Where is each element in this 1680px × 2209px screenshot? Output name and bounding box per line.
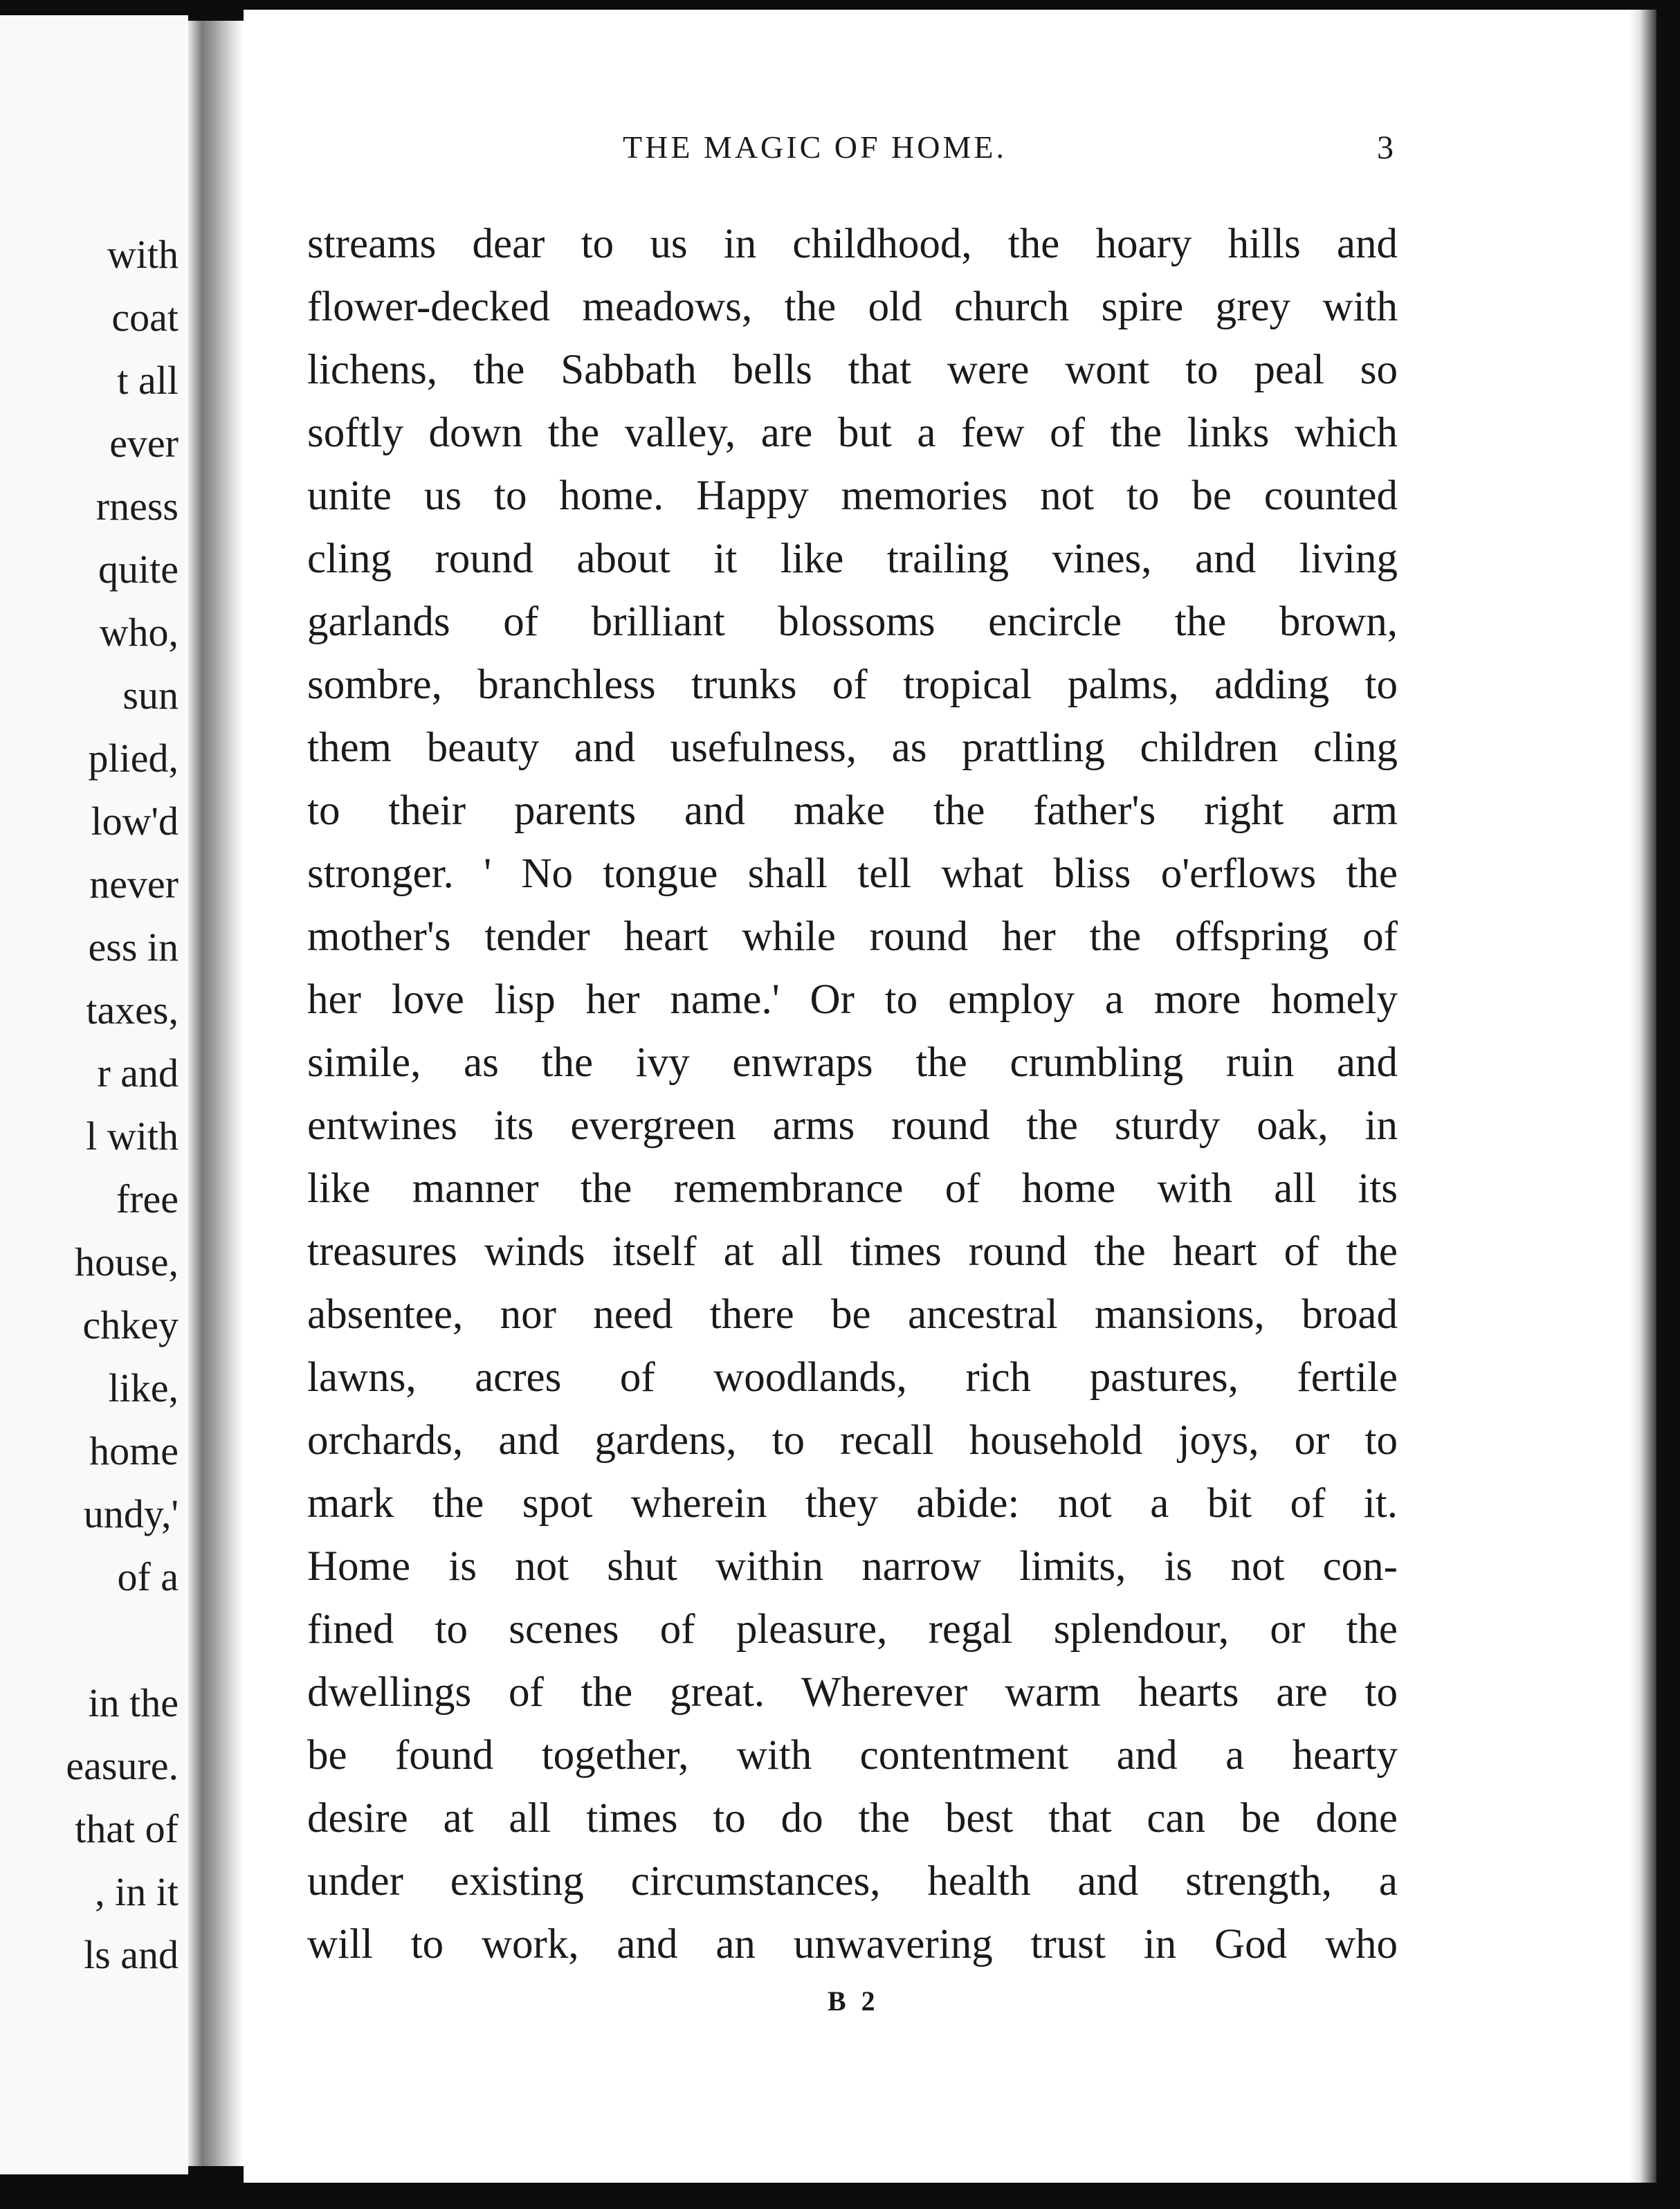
text-line: simile, as the ivy enwraps the crumbling ruin and <box>307 1039 1398 1086</box>
left-text-fragment: , in it <box>95 1869 179 1914</box>
page-number: 3 <box>1377 129 1394 166</box>
text-line: them beauty and usefulness, as prattling children cling <box>307 725 1398 771</box>
left-text-fragment: sun <box>122 673 179 718</box>
text-line: sombre, branchless trunks of tropical palms, adding to <box>307 662 1398 708</box>
left-text-fragment: never <box>89 862 179 907</box>
left-text-fragment: plied, <box>88 736 179 781</box>
book-gutter <box>188 21 244 2166</box>
left-text-fragment: ls and <box>84 1932 179 1977</box>
page-edge <box>1629 10 1656 2183</box>
text-line: treasures winds itself at all times round the heart of the <box>307 1228 1398 1275</box>
text-line: will to work, and an unwavering trust in God who <box>307 1921 1398 1967</box>
text-line: streams dear to us in childhood, the hoary hills and <box>307 221 1398 267</box>
text-line: mark the spot wherein they abide: not a bit of it. <box>307 1480 1398 1527</box>
left-text-fragment: taxes, <box>86 988 179 1033</box>
left-text-fragment: of a <box>117 1554 179 1599</box>
left-text-fragment: rness <box>95 484 179 529</box>
left-text-fragment: in the <box>88 1680 179 1725</box>
left-text-fragment: ever <box>109 421 179 466</box>
left-text-fragment: with <box>107 232 179 277</box>
left-text-fragment: free <box>116 1176 179 1221</box>
left-text-fragment: low'd <box>91 799 179 844</box>
signature-mark: B 2 <box>828 1985 879 2017</box>
text-line: desire at all times to do the best that can be done <box>307 1795 1398 1842</box>
left-text-fragment: that of <box>75 1806 179 1851</box>
left-text-fragment: house, <box>75 1239 179 1284</box>
text-line: like manner the remembrance of home with all its <box>307 1165 1398 1212</box>
text-line: to their parents and make the father's right arm <box>307 788 1398 834</box>
text-line: fined to scenes of pleasure, regal splendour, or the <box>307 1606 1398 1653</box>
left-text-fragment: t all <box>117 358 179 403</box>
left-text-fragment: who, <box>99 610 179 655</box>
left-text-fragment: like, <box>108 1365 179 1410</box>
left-text-fragment: ess in <box>88 925 179 970</box>
text-line: entwines its evergreen arms round the sturdy oak, in <box>307 1102 1398 1149</box>
text-line: absentee, nor need there be ancestral mansions, broad <box>307 1291 1398 1338</box>
body-text <box>307 212 1398 1976</box>
text-line: mother's tender heart while round her the offspring of <box>307 913 1398 960</box>
left-text-fragment: coat <box>111 295 179 340</box>
text-line: softly down the valley, are but a few of the links which <box>307 410 1398 456</box>
left-text-fragment: easure. <box>66 1743 179 1788</box>
left-text-fragment: l with <box>86 1113 179 1158</box>
left-text-fragment: quite <box>98 547 179 592</box>
left-page-text <box>0 223 179 1986</box>
left-text-fragment: undy,' <box>83 1491 179 1536</box>
text-line: her love lisp her name.' Or to employ a more homely <box>307 976 1398 1023</box>
text-line: under existing circumstances, health and strength, a <box>307 1858 1398 1905</box>
left-text-fragment: r and <box>97 1051 179 1096</box>
left-text-fragment: chkey <box>82 1302 179 1347</box>
left-page <box>0 15 188 2174</box>
text-line: flower-decked meadows, the old church spire grey with <box>307 284 1398 330</box>
left-text-fragment: home <box>89 1428 179 1473</box>
running-head: THE MAGIC OF HOME. <box>623 129 1007 165</box>
text-line: cling round about it like trailing vines, and living <box>307 536 1398 582</box>
text-line: unite us to home. Happy memories not to be counted <box>307 473 1398 519</box>
text-line: Home is not shut within narrow limits, is not con- <box>307 1543 1398 1590</box>
text-line: orchards, and gardens, to recall household joys, or to <box>307 1417 1398 1464</box>
text-line: stronger. ' No tongue shall tell what bliss o'erflows the <box>307 851 1398 897</box>
text-line: be found together, with contentment and a hearty <box>307 1732 1398 1779</box>
text-line: lichens, the Sabbath bells that were wont to peal so <box>307 347 1398 393</box>
text-line: garlands of brilliant blossoms encircle the brown, <box>307 599 1398 645</box>
text-line: lawns, acres of woodlands, rich pastures, fertile <box>307 1354 1398 1401</box>
text-line: dwellings of the great. Wherever warm hearts are to <box>307 1669 1398 1716</box>
left-text-fragment <box>0 1608 179 1671</box>
